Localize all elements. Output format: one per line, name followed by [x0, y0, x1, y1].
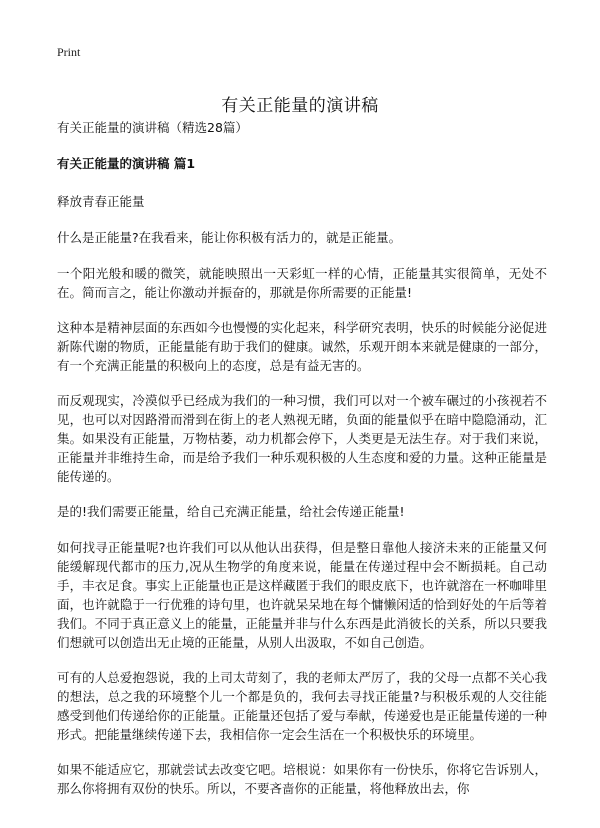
paragraph-2: 什么是正能量?在我看来，能让你积极有活力的，就是正能量。: [57, 230, 402, 245]
print-link[interactable]: Print: [57, 45, 81, 59]
paragraph-1: 释放青春正能量: [57, 194, 145, 209]
paragraph-5: 而反观现实，冷漠似乎已经成为我们的一种习惯，我们可以对一个被车碾过的小孩视若不见，也可以对因路滑而滑到在街上的老人熟视无睹，负面的能量似乎在暗中隐隐涌动，汇集。如果没有正能量，万物枯萎，动力机都会停下，人类更是无法生存。对于我们来说，正能量并非维持生命，而是给予我们一种乐观积极的人生态度和爱的力量。这种正能量是能传递的。: [57, 393, 547, 484]
paragraph-3: 一个阳光般和暖的微笑，就能映照出一天彩虹一样的心情，正能量其实很简单，无处不在。简而言之，能让你激动并振奋的，那就是你所需要的正能量!: [57, 266, 547, 300]
document-subtitle: 有关正能量的演讲稿（精选28篇）: [57, 120, 248, 135]
paragraph-7: 如何找寻正能量呢?也许我们可以从他认出获得，但是整日靠他人接济未来的正能量又何能缓解现代都市的压力,况从生物学的角度来说，能量在传递过程中会不断损耗。自己动手，丰衣足食。事实上正能量也正是这样藏匿于我们的眼皮底下，也许就溶在一杯咖啡里面，也许就隐于一行优雅的诗句里，也许就呆呆地在每个慵懒闲适的恰到好处的午后等着我们。不同于真正意义上的能量，正能量并非与什么东西是此消彼长的关系，所以只要我们想就可以创造出无止境的正能量，从别人出汲取，不如自己创造。: [57, 540, 547, 650]
paragraph-8: 可有的人总爱抱怨说，我的上司太苛刻了，我的老师太严厉了，我的父母一点都不关心我的想法，总之我的环境整个儿一个都是负的，我何去寻找正能量?与积极乐观的人交往能感受到他们传递给你的正能量。正能量还包括了爱与奉献，传递爱也是正能量传递的一种形式。把能量继续传递下去，我相信你一定会生活在一个积极快乐的环境里。: [57, 670, 547, 742]
section-heading: 有关正能量的演讲稿 篇1: [57, 156, 196, 171]
page-title: 有关正能量的演讲稿: [221, 96, 379, 117]
article-body: [57, 120, 547, 814]
paragraph-4: 这种本是精神层面的东西如今也慢慢的实化起来，科学研究表明，快乐的时候能分泌促进新陈代谢的物质，正能量能有助于我们的健康。诚然，乐观开朗本来就是健康的一部分，有一个充满正能量的积极向上的态度，总是有益无害的。: [57, 320, 547, 373]
paragraph-6: 是的!我们需要正能量，给自己充满正能量，给社会传递正能量!: [57, 504, 405, 519]
paragraph-9: 如果不能适应它，那就尝试去改变它吧。培根说：如果你有一份快乐，你将它告诉别人，那么你将拥有双份的快乐。所以，不要吝啬你的正能量，将他释放出去，你: [57, 762, 547, 796]
